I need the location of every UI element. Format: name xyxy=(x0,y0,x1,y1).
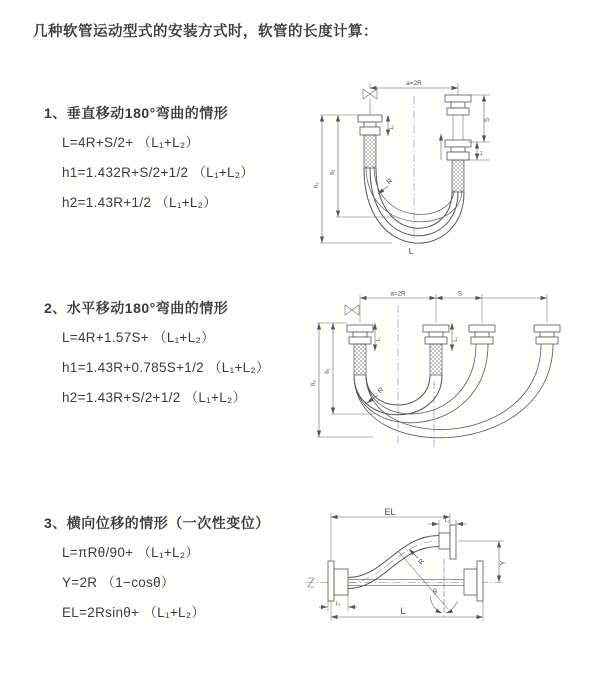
braided-hose-section xyxy=(354,344,366,375)
formula-h2: h2=1.43R+S/2+1/2 （L₁+L₂） xyxy=(62,390,247,405)
right-flange-inline xyxy=(464,561,483,601)
dim-label-span: a=2R xyxy=(406,80,422,87)
section-heading: 2、水平移动180°弯曲的情形 xyxy=(44,300,229,316)
right-flange-raised xyxy=(439,525,456,559)
formula-h1: h1=1.432R+S/2+1/2 （L₁+L₂） xyxy=(62,165,255,180)
dim-label-h1: h₁ xyxy=(325,368,331,374)
page-title: 几种软管运动型式的安装方式时，软管的长度计算： xyxy=(33,24,378,40)
braided-hose-section xyxy=(430,344,442,375)
valve-icon xyxy=(363,89,377,115)
moving-pipe-position-b xyxy=(469,325,495,344)
valve-icon xyxy=(345,305,359,315)
formula-length: L=4R+S/2+ （L₁+L₂） xyxy=(62,135,200,150)
dimension-travel-right xyxy=(466,95,491,160)
moving-pipe-position-c xyxy=(534,325,560,344)
formula-list xyxy=(62,542,270,623)
section-lateral-offset xyxy=(44,513,270,632)
dimension-depths xyxy=(314,115,394,243)
formula-list xyxy=(62,327,270,408)
dim-label-l1: L₁ xyxy=(376,336,382,342)
braided-hose-section xyxy=(364,135,376,168)
formula-el: EL=2Rsinθ+ （L₁+L₂） xyxy=(62,605,206,620)
diagram-horizontal-180-bend xyxy=(303,283,565,455)
dimension-el xyxy=(331,507,450,561)
dim-label-r: R xyxy=(417,557,427,567)
dim-label-y: Y xyxy=(500,560,507,566)
dim-label-h2: h₂ xyxy=(311,380,317,386)
dim-label-l1: L₁ xyxy=(335,601,341,607)
dim-label-r: R xyxy=(376,386,386,396)
dim-label-l2: L₂ xyxy=(444,518,451,524)
dimension-length xyxy=(331,601,483,621)
dim-label-length: L xyxy=(408,247,414,256)
dim-label-span: a=2R xyxy=(390,290,406,298)
formula-list xyxy=(62,132,254,213)
diagram-lateral-displacement xyxy=(298,503,580,655)
right-pipe-fitting xyxy=(441,95,471,192)
angle-construction xyxy=(398,551,458,617)
dimension-fitting-left xyxy=(319,595,357,611)
dim-label-el: EL xyxy=(384,507,396,517)
dim-label-length: L xyxy=(400,606,406,616)
formula-length: L=πRθ/90+ （L₁+L₂） xyxy=(62,545,200,560)
section-horizontal-180 xyxy=(44,298,270,417)
dim-label-s: S xyxy=(485,117,491,123)
dimension-fitting-left xyxy=(388,115,395,136)
dim-label-h1: h₁ xyxy=(330,169,336,175)
dimension-fitting-right xyxy=(428,518,467,533)
dim-label-l2: L₂ xyxy=(478,150,484,156)
formula-length: L=4R+1.57S+ （L₁+L₂） xyxy=(62,330,215,345)
dim-label-h2: h₂ xyxy=(314,182,320,188)
dim-label-r: R xyxy=(385,177,395,187)
fixed-pipe-fitting xyxy=(347,325,373,375)
formula-offset: Y=2R （1−cosθ） xyxy=(62,575,175,590)
radius-callout xyxy=(378,178,394,194)
section-vertical-180 xyxy=(44,103,254,222)
moving-pipe-position-a xyxy=(423,325,449,375)
diagram-vertical-180-bend xyxy=(300,70,550,260)
left-pipe-fitting xyxy=(358,115,382,168)
section-heading: 1、垂直移动180°弯曲的情形 xyxy=(44,105,229,121)
formula-h2: h2=1.43R+1/2 （L₁+L₂） xyxy=(62,195,218,210)
dim-label-l2: L₂ xyxy=(453,336,459,342)
formula-h1: h1=1.43R+0.785S+1/2 （L₁+L₂） xyxy=(62,360,270,375)
section-heading: 3、横向位移的情形（一次性变位） xyxy=(44,515,270,531)
dim-label-l1: L₁ xyxy=(389,124,395,130)
dim-label-theta: θ xyxy=(433,589,437,596)
dim-label-s: S xyxy=(457,290,463,298)
left-flange xyxy=(328,561,348,601)
dimension-span xyxy=(370,80,458,95)
dimension-span-travel xyxy=(360,291,547,324)
braided-hose-section xyxy=(452,160,464,192)
radius-callout xyxy=(409,549,426,566)
